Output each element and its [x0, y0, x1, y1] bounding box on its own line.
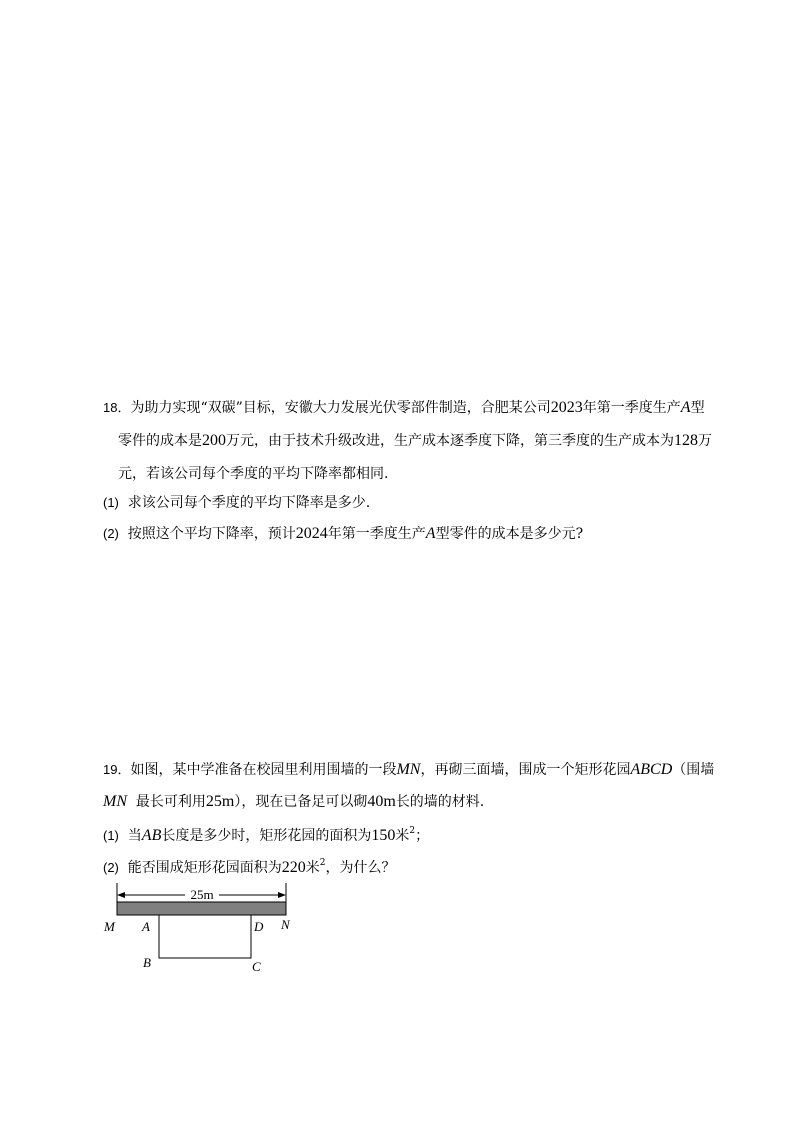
q19-sub1-label: (1) — [103, 828, 119, 843]
q19-text: （围墙 — [672, 762, 715, 778]
q19-line2 — [103, 792, 484, 812]
q18-sub2-text: 型零件的成本是多少元? — [435, 526, 584, 542]
label-m: M — [104, 919, 115, 934]
q18-line3: 元，若该公司每个季度的平均下降率都相同. — [118, 466, 389, 482]
q19-exp: 2 — [319, 858, 326, 868]
q18-sub1-text: 求该公司每个季度的平均下降率是多少. — [127, 495, 371, 511]
q18-sub1-label: (1) — [103, 495, 119, 510]
q19-text: 长的墙的材料. — [395, 794, 485, 810]
q19-area2: 220 — [281, 859, 306, 876]
q19-text: ），现在已备足可以砌 — [234, 794, 368, 810]
garden-walls — [159, 915, 251, 958]
label-n: N — [281, 917, 290, 932]
q18-number: 18． — [103, 400, 131, 415]
q19-sub2-label: (2) — [103, 860, 119, 875]
q18-sub2-text: 按照这个平均下降率，预计 — [127, 526, 296, 542]
label-c: C — [252, 959, 261, 974]
q19-sub2 — [103, 853, 396, 878]
q19-text: ，再砌三面墙，围成一个矩形花园 — [420, 762, 631, 778]
q18-sub2-var: A — [425, 525, 436, 542]
q19-sub2-text: ，为什么？ — [325, 860, 396, 876]
q18-text: 零件的成本是 — [118, 433, 202, 449]
wall-mn — [117, 902, 286, 915]
q19-mn: MN — [396, 761, 421, 778]
q19-sub2-text: 能否围成矩形花园面积为 — [127, 860, 282, 876]
q18-sub2 — [103, 524, 583, 544]
q19-exp: 2 — [409, 826, 416, 836]
label-a: A — [142, 919, 150, 934]
q19-len25: 25m — [205, 793, 235, 810]
q18-var: A — [680, 399, 691, 416]
q18-sub1 — [103, 493, 370, 513]
q19-area1: 150 — [371, 827, 396, 844]
q19-unit: 米 — [395, 828, 410, 844]
q19-sub1 — [103, 821, 429, 846]
q18-text: 年第一季度生产 — [582, 400, 681, 416]
q18-text: 为助力实现“双碳”目标，安徽大力发展光伏零部件制造，合肥某公司 — [130, 400, 551, 416]
q18-cost3: 128 — [674, 432, 698, 449]
q19-ab: AB — [141, 827, 162, 844]
label-d: D — [254, 919, 264, 934]
q18-sub2-text: 年第一季度生产 — [327, 526, 426, 542]
garden-figure — [100, 880, 300, 980]
q19-len40: 40m — [367, 793, 396, 810]
q18-line2 — [118, 431, 712, 451]
q19-sub1-text: 长度是多少时，矩形花园的面积为 — [161, 828, 372, 844]
q19-text: 最长可利用 — [135, 794, 206, 810]
arrow-right-icon — [278, 892, 286, 898]
q18-cost1: 200 — [202, 432, 226, 449]
q18-text: 万 — [698, 433, 712, 449]
q18-text: 万元，由于技术升级改进，生产成本逐季度下降，第三季度的生产成本为 — [226, 433, 674, 449]
q19-sub1-text: 当 — [127, 828, 142, 844]
q18-text: 型 — [690, 400, 705, 416]
q19-mn2: MN — [103, 793, 127, 810]
q19-abcd: ABCD — [630, 761, 673, 778]
q19-sub1-text: ； — [415, 828, 430, 844]
q18-line1 — [103, 398, 705, 418]
arrow-left-icon — [117, 892, 125, 898]
q18-year: 2023 — [550, 399, 583, 416]
q19-text: 如图，某中学准备在校园里利用围墙的一段 — [130, 762, 397, 778]
q18-year2: 2024 — [295, 525, 328, 542]
q19-line1 — [103, 760, 714, 780]
q18-sub2-label: (2) — [103, 526, 119, 541]
dimension-label: 25m — [190, 887, 214, 902]
q19-unit: 米 — [305, 860, 320, 876]
label-b: B — [143, 955, 151, 970]
q19-number: 19． — [103, 762, 131, 777]
